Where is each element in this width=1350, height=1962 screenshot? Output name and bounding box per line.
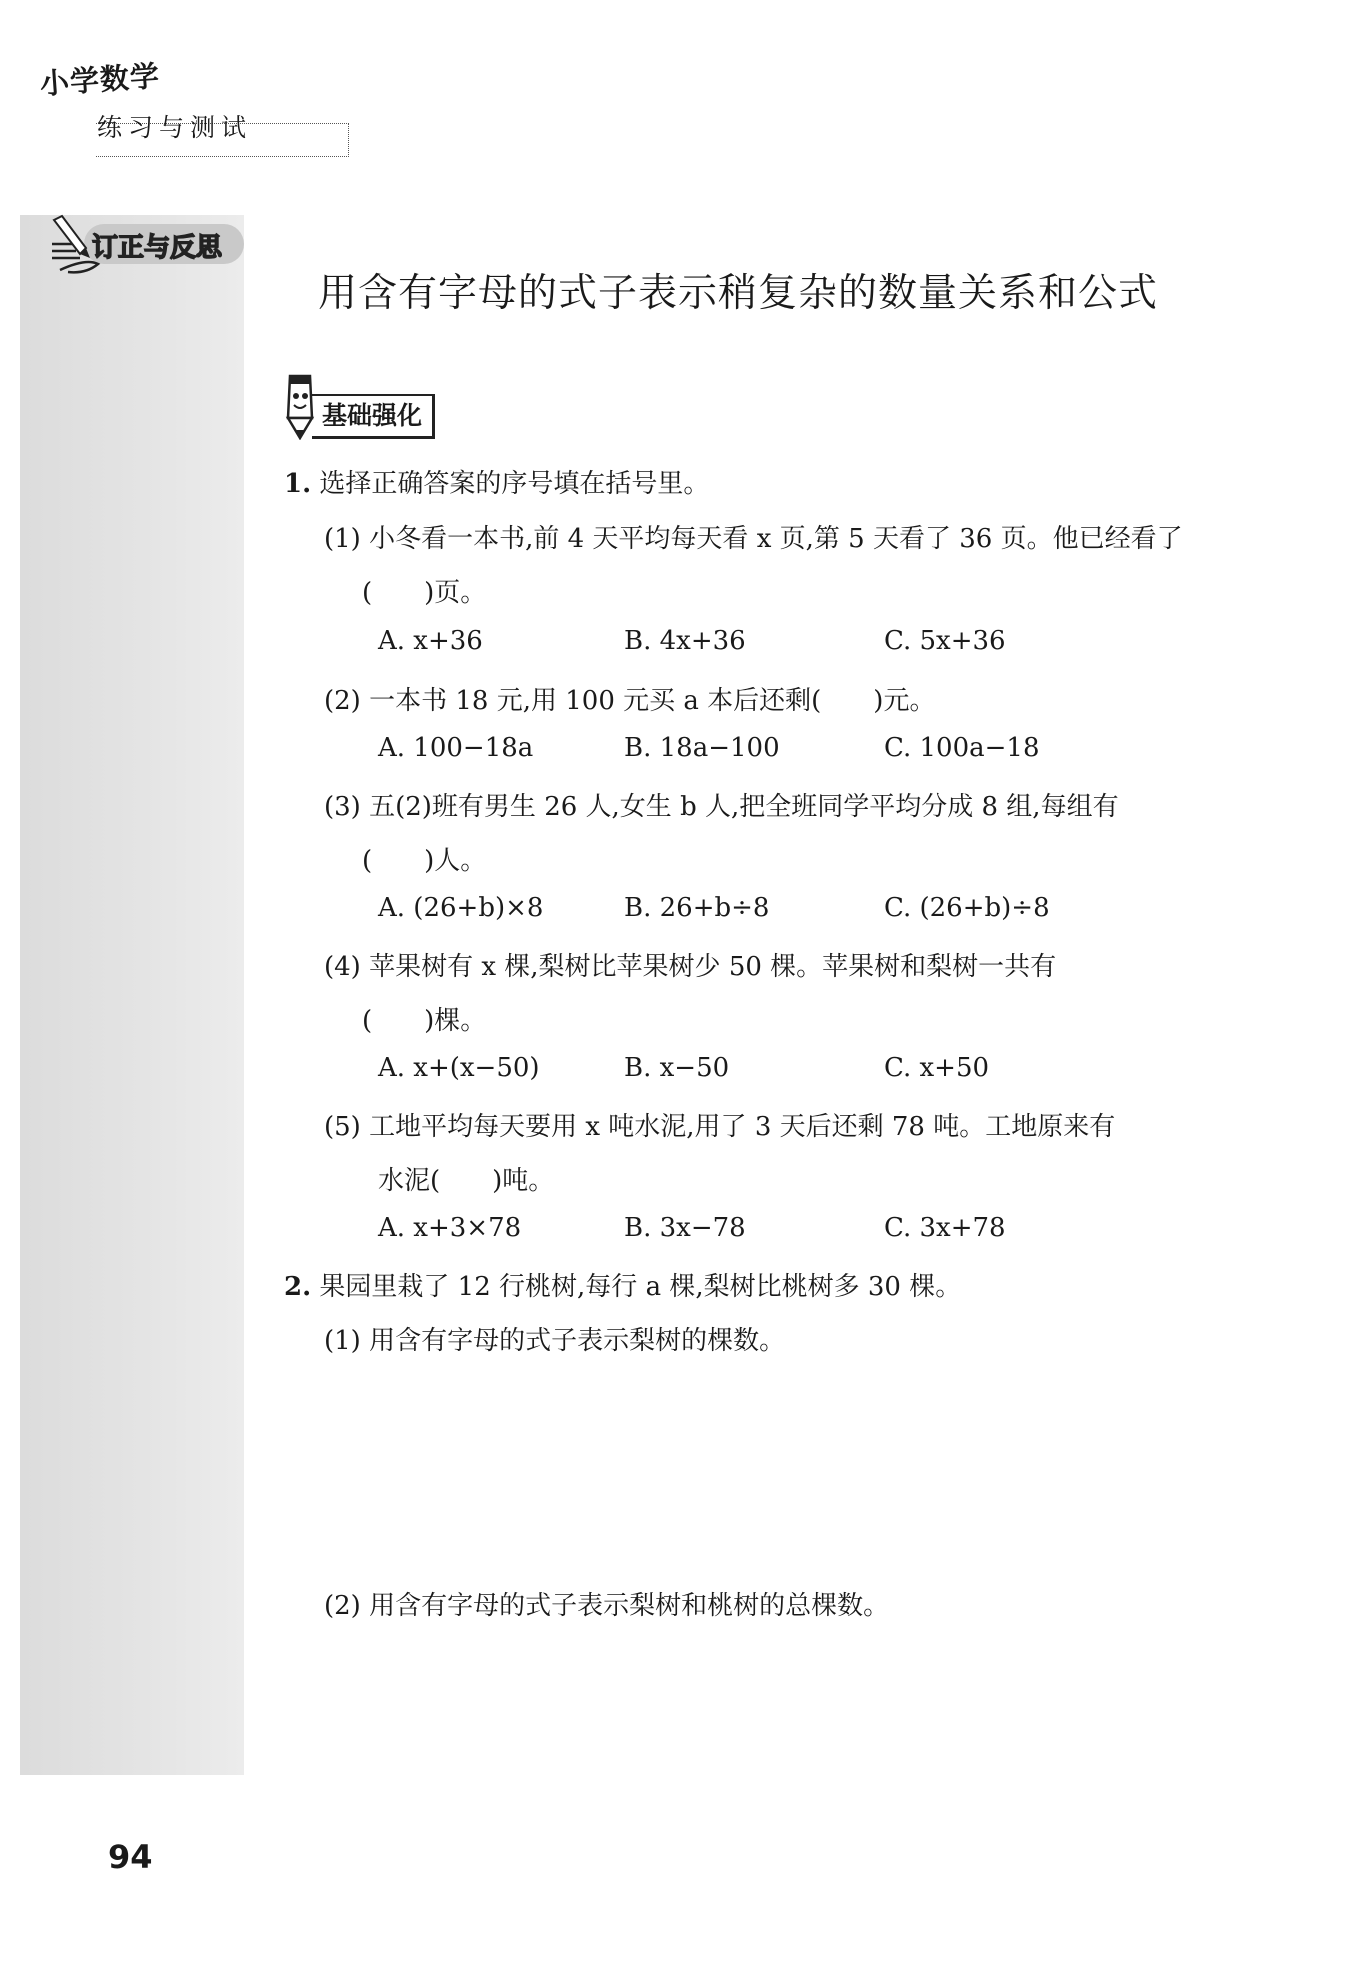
q1-item-2-option-a: A. 100−18a <box>378 733 534 763</box>
q1-item-4-option-c: C. x+50 <box>884 1053 990 1083</box>
q1-item-3-option-a: A. (26+b)×8 <box>378 893 544 923</box>
q1-item-4-stem: (4) 苹果树有 x 棵,梨树比苹果树少 50 棵。苹果树和梨树一共有 <box>324 952 1057 982</box>
q1-item-2-stem: (2) 一本书 18 元,用 100 元买 a 本后还剩( )元。 <box>324 686 936 716</box>
q2-part-2: (2) 用含有字母的式子表示梨树和桃树的总棵数。 <box>324 1591 890 1621</box>
question-2 <box>284 1266 961 1303</box>
q1-item-5-stem-cont: 水泥( )吨。 <box>378 1166 555 1196</box>
q1-item-1-option-a: A. x+36 <box>378 626 483 656</box>
q1-item-3-option-b: B. 26+b÷8 <box>624 893 770 923</box>
q1-item-5-option-a: A. x+3×78 <box>378 1213 522 1243</box>
q1-item-1-option-c: C. 5x+36 <box>884 626 1006 656</box>
q1-item-1-stem: (1) 小冬看一本书,前 4 天平均每天看 x 页,第 5 天看了 36 页。他已经看了 <box>324 524 1183 554</box>
brand-subtitle: 练习与测试 <box>97 113 253 142</box>
q1-item-3-stem: (3) 五(2)班有男生 26 人,女生 b 人,把全班同学平均分成 8 组,每组有 <box>324 792 1119 822</box>
question-1-number: 1. <box>284 469 312 499</box>
page-number: 94 <box>108 1838 153 1876</box>
question-2-number: 2. <box>284 1272 312 1302</box>
q1-item-4-option-a: A. x+(x−50) <box>378 1053 540 1083</box>
q1-item-5-option-b: B. 3x−78 <box>624 1213 746 1243</box>
q1-item-3-stem-cont: ( )人。 <box>362 846 487 876</box>
q1-item-1-option-b: B. 4x+36 <box>624 626 746 656</box>
brand-title: 小学数学 <box>38 58 162 101</box>
q1-item-2-option-b: B. 18a−100 <box>624 733 780 763</box>
q1-item-5-option-c: C. 3x+78 <box>884 1213 1006 1243</box>
q2-part-1: (1) 用含有字母的式子表示梨树的棵数。 <box>324 1326 786 1356</box>
correction-margin-panel <box>20 215 244 1775</box>
question-2-prompt: 果园里栽了 12 行桃树,每行 a 棵,梨树比桃树多 30 棵。 <box>319 1272 962 1302</box>
q2-part-1-answer-area[interactable] <box>324 1370 1224 1570</box>
q1-item-5-stem: (5) 工地平均每天要用 x 吨水泥,用了 3 天后还剩 78 吨。工地原来有 <box>324 1112 1116 1142</box>
section-basic-label: 基础强化 <box>312 394 435 439</box>
q1-item-4-option-b: B. x−50 <box>624 1053 730 1083</box>
q1-item-3-option-c: C. (26+b)÷8 <box>884 893 1050 923</box>
question-1 <box>284 463 709 500</box>
q1-item-2-option-c: C. 100a−18 <box>884 733 1040 763</box>
q1-item-4-stem-cont: ( )棵。 <box>362 1006 487 1036</box>
correction-tab-label: 订正与反思 <box>92 233 223 263</box>
q2-part-2-answer-area[interactable] <box>324 1636 1224 1786</box>
question-1-prompt: 选择正确答案的序号填在括号里。 <box>319 469 710 499</box>
page-title: 用含有字母的式子表示稍复杂的数量关系和公式 <box>318 271 1159 316</box>
q1-item-1-stem-cont: ( )页。 <box>362 578 487 608</box>
